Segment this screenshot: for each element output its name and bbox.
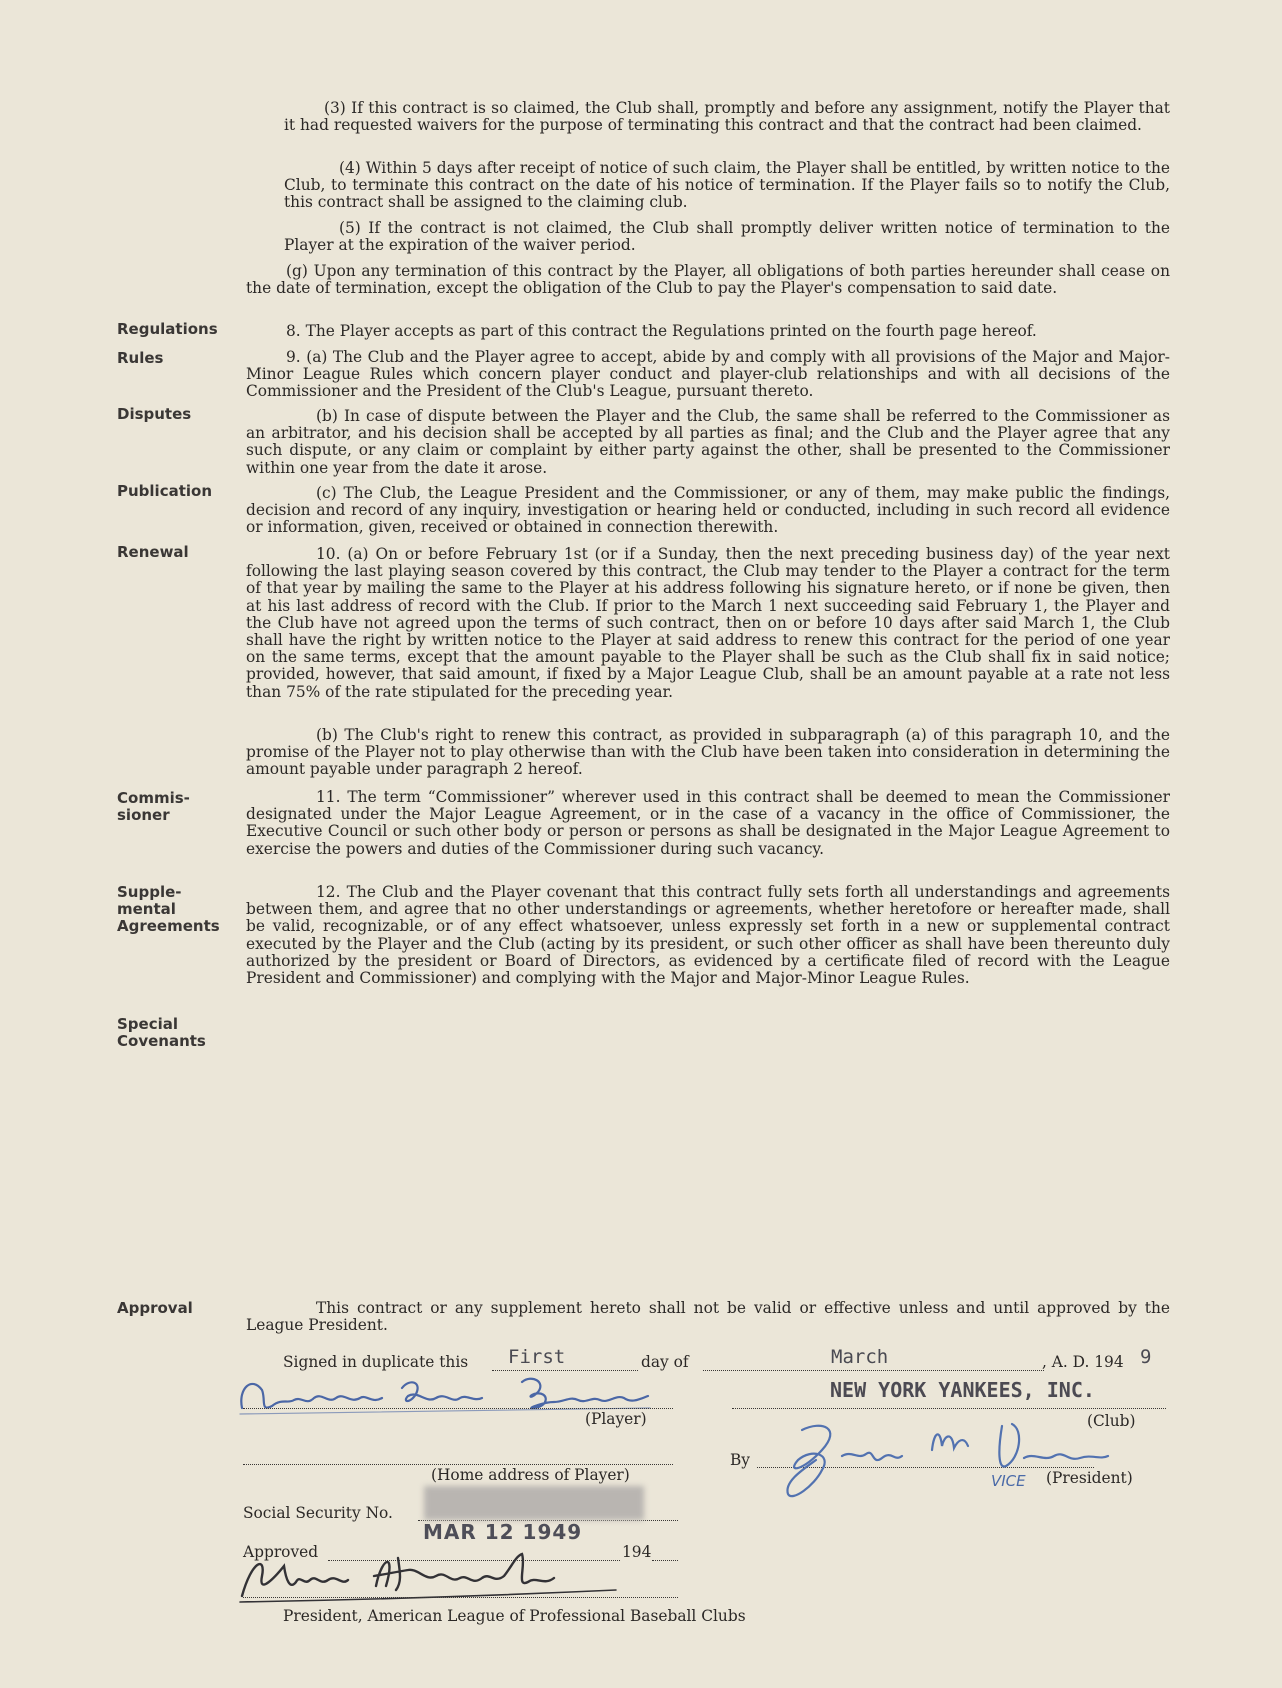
day-of-label: day of	[641, 1353, 689, 1371]
clause-f3: (3) If this contract is so claimed, the Club shall, promptly and before any assignment, notify the Player that it had requested waivers for the purpose of terminating this contract and that the contract had been claimed.	[284, 99, 1170, 135]
club-line	[732, 1408, 1166, 1409]
label-supplemental-agreements: Supple- mental Agreements	[117, 883, 220, 935]
player-line	[243, 1408, 673, 1409]
league-president-label: President, American League of Professional Baseball Clubs	[283, 1607, 746, 1625]
home-address-line	[243, 1464, 673, 1465]
clause-9b-block	[246, 408, 1170, 477]
label-rules: Rules	[117, 349, 164, 367]
approved-year: 194	[622, 1543, 652, 1561]
label-commissioner: Commis- sioner	[117, 789, 190, 824]
clause-f5: (5) If the contract is not claimed, the Club shall promptly deliver written notice of termination to the Player at the expiration of the waiver period.	[284, 219, 1170, 255]
clause-10a: 10. (a) On or before February 1st (or if a Sunday, then the next preceding business day) of the year next following the last playing season covered by this contract, the Club may tender to the Player a contract for the term of that year by mailing the same to the Player at his address following his signature hereto, or if none be given, then at his last address of record with the Club. If prior to the March 1 next succeeding said February 1, the Player and the Club have not agreed upon the terms of such contract, then on or before 10 days after said March 1, the Club shall have the right by written notice to the Player at said address to renew this contract for the period of one year on the same terms, except that the amount payable to the Player shall be such as the Club shall fix in said notice; provided, however, that said amount, if fixed by a Major League Club, shall be an amount payable at a rate not less than 75% of the rate stipulated for the preceding year.	[246, 545, 1170, 701]
clause-f4-block	[284, 160, 1170, 212]
clause-f4: (4) Within 5 days after receipt of notice of such claim, the Player shall be entitled, by written notice to the Club, to terminate this contract on the date of his notice of termination. If the Player fails so to notify the Club, this contract shall be assigned to the claiming club.	[284, 159, 1170, 212]
clause-f5-block	[284, 220, 1170, 254]
club-label: (Club)	[1087, 1412, 1136, 1430]
player-label: (Player)	[585, 1410, 647, 1428]
month-value: March	[831, 1346, 889, 1368]
date-stamp: MAR 12 1949	[423, 1520, 583, 1544]
club-name: NEW YORK YANKEES, INC.	[830, 1378, 1095, 1402]
clause-11: 11. The term “Commissioner” wherever used in this contract shall be deemed to mean the Commissioner designated under the Major League Agreement, or in the case of a vacancy in the office of Commissioner, the Executive Council or such other body or person or persons as shall be designated in the Major League Agreement to exercise the powers and duties of the Commissioner during such vacancy.	[246, 788, 1170, 858]
label-renewal: Renewal	[117, 543, 189, 561]
clause-12-block	[246, 884, 1170, 987]
league-signature-image	[236, 1546, 636, 1610]
by-label: By	[730, 1451, 751, 1469]
clause-g-block	[246, 263, 1170, 297]
clause-11-block	[246, 789, 1170, 858]
label-approval: Approval	[117, 1299, 193, 1317]
clause-10b-block	[246, 727, 1170, 779]
ssn-redaction	[424, 1486, 644, 1520]
label-regulations: Regulations	[117, 320, 218, 338]
approved-label: Approved	[243, 1543, 319, 1561]
month-line	[703, 1370, 1044, 1371]
club-signature-image	[762, 1410, 1122, 1510]
clause-10b: (b) The Club's right to renew this contract, as provided in subparagraph (a) of this paragraph 10, and the promise of the Player not to play otherwise than with the Club have been taken into consideration in determining the amount payable under paragraph 2 hereof.	[246, 726, 1170, 779]
vice-note: VICE	[991, 1472, 1026, 1490]
clause-g: (g) Upon any termination of this contract by the Player, all obligations of both parties hereunder shall cease on the date of termination, except the obligation of the Club to pay the Player's compensation to said date.	[246, 262, 1170, 298]
approval-clause-block	[246, 1300, 1170, 1334]
clause-10a-block	[246, 546, 1170, 701]
approved-year-line	[652, 1560, 678, 1561]
clause-9c: (c) The Club, the League President and the Commissioner, or any of them, may make public the findings, decision and record of any inquiry, investigation or hearing held or conducted, including in such record all evidence or information, given, received or obtained in connection therewith.	[246, 484, 1170, 537]
ad-prefix: , A. D. 194	[1042, 1353, 1124, 1371]
year-digit: 9	[1140, 1346, 1152, 1368]
label-disputes: Disputes	[117, 405, 192, 423]
ssn-label: Social Security No.	[243, 1504, 393, 1522]
clause-9c-block	[246, 485, 1170, 537]
president-label: (President)	[1046, 1469, 1133, 1487]
clause-block-top	[284, 100, 1170, 134]
clause-8: 8. The Player accepts as part of this contract the Regulations printed on the fourth page hereof.	[286, 322, 1037, 340]
approval-clause: This contract or any supplement hereto shall not be valid or effective unless and until approved by the League President.	[246, 1299, 1170, 1335]
day-value: First	[508, 1346, 566, 1368]
league-signature-line	[243, 1597, 678, 1598]
signed-prefix: Signed in duplicate this	[283, 1353, 469, 1371]
clause-9b: (b) In case of dispute between the Player and the Club, the same shall be referred to the Commissioner as an arbitrator, and his decision shall be accepted by all parties as final; and the Club and the Player agree that any such dispute, or any claim or complaint by either party against the other, shall be presented to the Commissioner within one year from the date it arose.	[246, 407, 1170, 477]
label-special-covenants: Special Covenants	[117, 1015, 206, 1050]
clause-8-block	[246, 323, 1170, 340]
clause-12: 12. The Club and the Player covenant that this contract fully sets forth all understandings and agreements between them, and agree that no other understandings or agreements, whether heretofore or hereafter made, shall be valid, recognizable, or of any effect whatsoever, unless expressly set forth in a new or supplemental contract executed by the Player and the Club (acting by its president, or such other officer as shall have been thereunto duly authorized by the president or Board of Directors, as evidenced by a certificate filed of record with the League President and Commissioner) and complying with the Major and Major-Minor League Rules.	[246, 883, 1170, 988]
clause-9a-block	[246, 349, 1170, 401]
home-address-label: (Home address of Player)	[431, 1466, 630, 1484]
label-publication: Publication	[117, 482, 213, 500]
clause-9a: 9. (a) The Club and the Player agree to accept, abide by and comply with all provisions of the Major and Major-Minor League Rules which concern player conduct and player-club relationships and with all decisions of the Commissioner and the President of the Club's League, pursuant thereto.	[246, 348, 1170, 401]
